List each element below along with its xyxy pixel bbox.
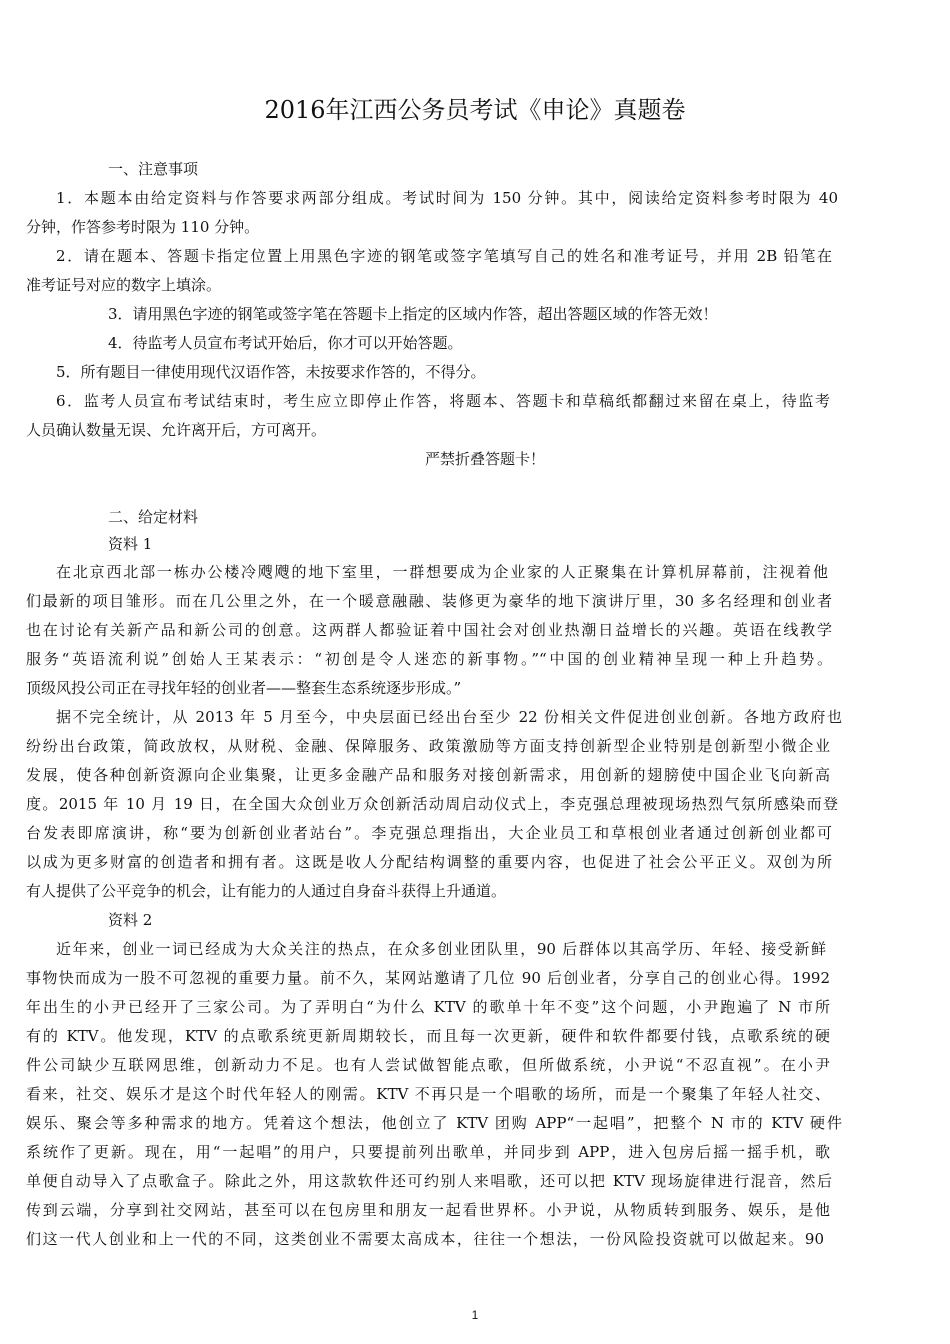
material-2-line: 传到云端，分享到社交网站，甚至可以在包房里和朋友一起看世界杯。小尹说，从物质转到服务、娱乐，是他 — [26, 1201, 830, 1219]
notice-line: 准考证号对应的数字上填涂。 — [26, 276, 222, 294]
notice-line: 6．监考人员宣布考试结束时，考生应立即停止作答，将题本、答题卡和草稿纸都翻过来留在桌上，待监考 — [56, 392, 830, 410]
notice-warning: 严禁折叠答题卡！ — [425, 450, 546, 468]
material-2-line: 件公司缺少互联网思维，创新动力不足。也有人尝试做智能点歌，但所做系统，小尹说“不忍直视”。在小尹 — [26, 1056, 830, 1074]
notice-line: 4．待监考人员宣布考试开始后，你才可以开始答题。 — [108, 334, 463, 352]
notice-line: 分钟，作答参考时限为 110 分钟。 — [26, 218, 260, 236]
material-2-line: 近年来，创业一词已经成为大众关注的热点，在众多创业团队里，90 后群体以其高学历、年轻、接受新鲜 — [56, 940, 826, 958]
notice-line: 2．请在题本、答题卡指定位置上用黑色字迹的钢笔或签字笔填写自己的姓名和准考证号，并用 2B 铅笔在 — [56, 247, 832, 265]
notice-line: 1．本题本由给定资料与作答要求两部分组成。考试时间为 150 分钟。其中，阅读给定资料参考时限为 40 — [56, 189, 838, 207]
page-title: 2016年江西公务员考试《申论》真题卷 — [264, 96, 686, 124]
material-1-line: 有人提供了公平竞争的机会，让有能力的人通过自身奋斗获得上升通道。 — [26, 882, 507, 900]
material-1-line: 在北京西北部一栋办公楼冷飕飕的地下室里，一群想要成为企业家的人正聚集在计算机屏幕前，注视着他 — [56, 563, 828, 581]
material-2-line: 事物快而成为一股不可忽视的重要力量。前不久，某网站邀请了几位 90 后创业者，分享自己的创业心得。1992 — [26, 969, 830, 987]
material-1-line: 们最新的项目雏形。而在几公里之外，在一个暖意融融、装修更为豪华的地下演讲厅里，30 多名经理和创业者 — [26, 592, 832, 610]
material-1-line: 纷纷出台政策，简政放权，从财税、金融、保障服务、政策激励等方面支持创新型企业特别是创新型小微企业 — [26, 737, 830, 755]
material-1-line: 也在讨论有关新产品和新公司的创意。这两群人都验证着中国社会对创业热潮日益增长的兴趣。英语在线教学 — [26, 621, 832, 639]
material-2-line: 们这一代人创业和上一代的不同，这类创业不需要太高成本，往往一个想法，一份风险投资就可以做起来。90 — [26, 1230, 824, 1248]
notice-line: 人员确认数量无误、允许离开后，方可离开。 — [26, 421, 327, 439]
material-1-line: 顶级风投公司正在寻找年轻的创业者——整套生态系统逐步形成。” — [26, 679, 462, 697]
material-2-label: 资料 2 — [108, 911, 153, 929]
material-1-line: 据不完全统计，从 2013 年 5 月至今，中央层面已经出台至少 22 份相关文件促进创业创新。各地方政府也 — [56, 708, 842, 726]
material-1-line: 台发表即席演讲，称“要为创新创业者站台”。李克强总理指出，大企业员工和草根创业者通过创新创业都可 — [26, 824, 832, 842]
material-1-line: 度。2015 年 10 月 19 日，在全国大众创业万众创新活动周启动仪式上，李克强总理被现场热烈气氛所感染而登 — [26, 795, 838, 813]
notice-heading: 一、注意事项 — [108, 160, 199, 178]
material-1-label: 资料 1 — [108, 535, 153, 553]
material-2-line: 系统作了更新。现在，用“一起唱”的用户，只要提前列出歌单，并同步到 APP，进入包房后摇一摇手机，歌 — [26, 1143, 830, 1161]
material-1-line: 服务“英语流利说”创始人王某表示：“初创是令人迷恋的新事物。”“中国的创业精神呈现一种上升趋势。 — [26, 650, 832, 668]
material-2-line: 年出生的小尹已经开了三家公司。为了弄明白“为什么 KTV 的歌单十年不变”这个问题，小尹跑遍了 N 市所 — [26, 998, 830, 1016]
materials-heading: 二、给定材料 — [108, 508, 199, 526]
material-1-line: 以成为更多财富的创造者和拥有者。这既是收人分配结构调整的重要内容，也促进了社会公平正义。双创为所 — [26, 853, 832, 871]
material-2-line: 看来，社交、娱乐才是这个时代年轻人的刚需。KTV 不再只是一个唱歌的场所，而是一个聚集了年轻人社交、 — [26, 1085, 830, 1103]
material-2-line: 娱乐、聚会等多种需求的地方。凭着这个想法，他创立了 KTV 团购 APP“一起唱”，把整个 N 市的 KTV 硬件 — [26, 1114, 842, 1132]
page-number: 1 — [471, 1308, 479, 1322]
notice-line: 3．请用黑色字迹的钢笔或签字笔在答题卡上指定的区域内作答，超出答题区域的作答无效！ — [108, 305, 718, 323]
material-2-line: 单便自动导入了点歌盒子。除此之外，用这款软件还可约别人来唱歌，还可以把 KTV 现场旋律进行混音，然后 — [26, 1172, 832, 1190]
material-1-line: 发展，使各种创新资源向企业集聚，让更多金融产品和服务对接创新需求，用创新的翅膀使中国企业飞向新高 — [26, 766, 830, 784]
notice-line: 5．所有题目一律使用现代汉语作答，未按要求作答的，不得分。 — [56, 363, 486, 381]
material-2-line: 有的 KTV。他发现，KTV 的点歌系统更新周期较长，而且每一次更新，硬件和软件都要付钱，点歌系统的硬 — [26, 1027, 830, 1045]
